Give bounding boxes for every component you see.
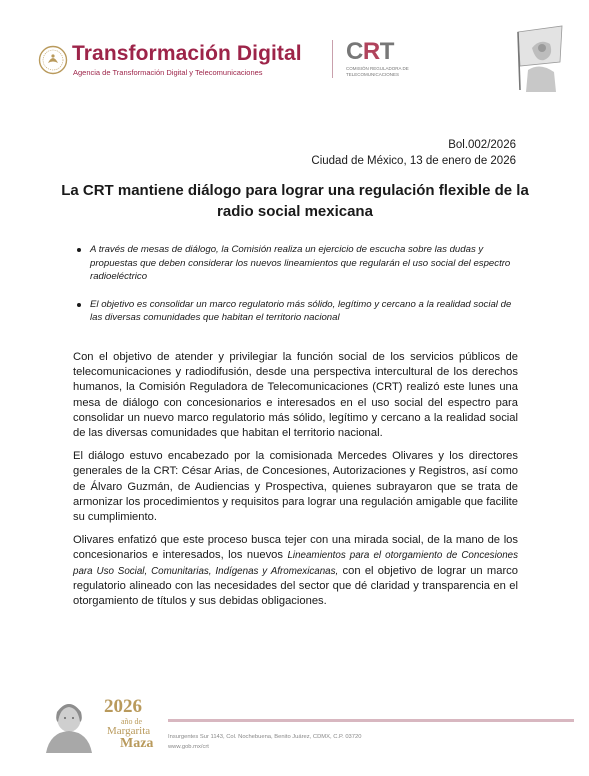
bullet-text: A través de mesas de diálogo, la Comisión realiza un ejercicio de escucha sobre las dudas y propuestas que deben considerar los nuevos lineamientos que regularán el uso social del espectro radioeléctrico <box>90 244 511 282</box>
paragraph: Con el objetivo de atender y privilegiar la función social de los servicios públicos de telecomunicaciones y radiodifusión, desde una perspectiva intercultural de los derechos humanos, la Comisión Reguladora de Telecomunicaciones (CRT) realizó este lunes una mesa de diálogo con concesionarios e interesados en el uso social del espectro para consolidar un nuevo marco regulatorio más sólido, legítimo y cercano a la realidad social de las diversas comunidades que habitan el territorio nacional. <box>73 351 518 440</box>
footer-year: 2026 <box>104 696 142 717</box>
page-title: La CRT mantiene diálogo para lograr una regulación flexible de la radio social mexicana <box>61 182 529 220</box>
letterhead <box>0 0 589 110</box>
margarita-maza-portrait-icon <box>40 698 98 753</box>
agency-subtitle: Agencia de Transformación Digital y Telecomunicaciones <box>73 68 263 77</box>
national-seal-icon <box>38 45 68 75</box>
list-item <box>90 298 525 325</box>
footer-website[interactable]: www.gob.mx/crt <box>168 744 209 750</box>
agency-name: Transformación Digital <box>72 42 302 65</box>
bulletin-number: Bol.002/2026 <box>448 139 516 151</box>
press-release-meta <box>311 137 516 169</box>
crt-subtitle: COMISIÓN REGULADORA DE TELECOMUNICACIONES <box>346 66 409 77</box>
footer-address: Insurgentes Sur 1143, Col. Nochebuena, Benito Juárez, CDMX, C.P. 03720 <box>168 734 362 740</box>
footer-year-of: año de <box>121 717 143 726</box>
bullet-dot-icon <box>77 248 81 252</box>
list-item <box>90 243 525 284</box>
paragraph: Olivares enfatizó que este proceso busca tejer con una mirada social, de la mano de los concesionarios e interesados, los nuevos Lineamientos para el otorgamiento de Concesiones para Uso Social, Comunitarias, Indígenas y Afromexicanas, con el objetivo de lograr un marco regulatorio alineado con las necesidades del sector que dé claridad y transparencia en el otorgamiento de títulos y sus debidas obligaciones. <box>73 534 518 608</box>
body-text <box>73 350 518 617</box>
place-date: Ciudad de México, 13 de enero de 2026 <box>311 155 516 167</box>
summary-bullets <box>90 243 525 339</box>
bullet-text: El objetivo es consolidar un marco regulatorio más sólido, legítimo y cercano a la realidad social de las diversas comunidades que habitan el territorio nacional <box>90 298 512 323</box>
flag-icon <box>510 22 574 94</box>
paragraph: El diálogo estuvo encabezado por la comisionada Mercedes Olivares y los directores generales de la CRT: César Arias, de Concesiones, Autorizaciones y Registros, así como de Álvaro Guzmán, de Audiencias y Prospectiva, quienes subrayaron que se trata de armonizar los procedimientos y requisitos para lograr una regulación amigable que facilite su cumplimiento. <box>73 450 518 524</box>
footer-name-first: Margarita <box>107 725 151 737</box>
bullet-dot-icon <box>77 303 81 307</box>
crt-logo: CRT <box>346 38 394 65</box>
footer-divider <box>168 719 574 722</box>
header-divider <box>332 40 333 78</box>
footer-name-last: Maza <box>120 736 154 751</box>
guidelines-title: Lineamientos para el otorgamiento de Concesiones para Uso Social, Comunitarias, Indígenas y Afromexicanas, <box>73 550 518 577</box>
